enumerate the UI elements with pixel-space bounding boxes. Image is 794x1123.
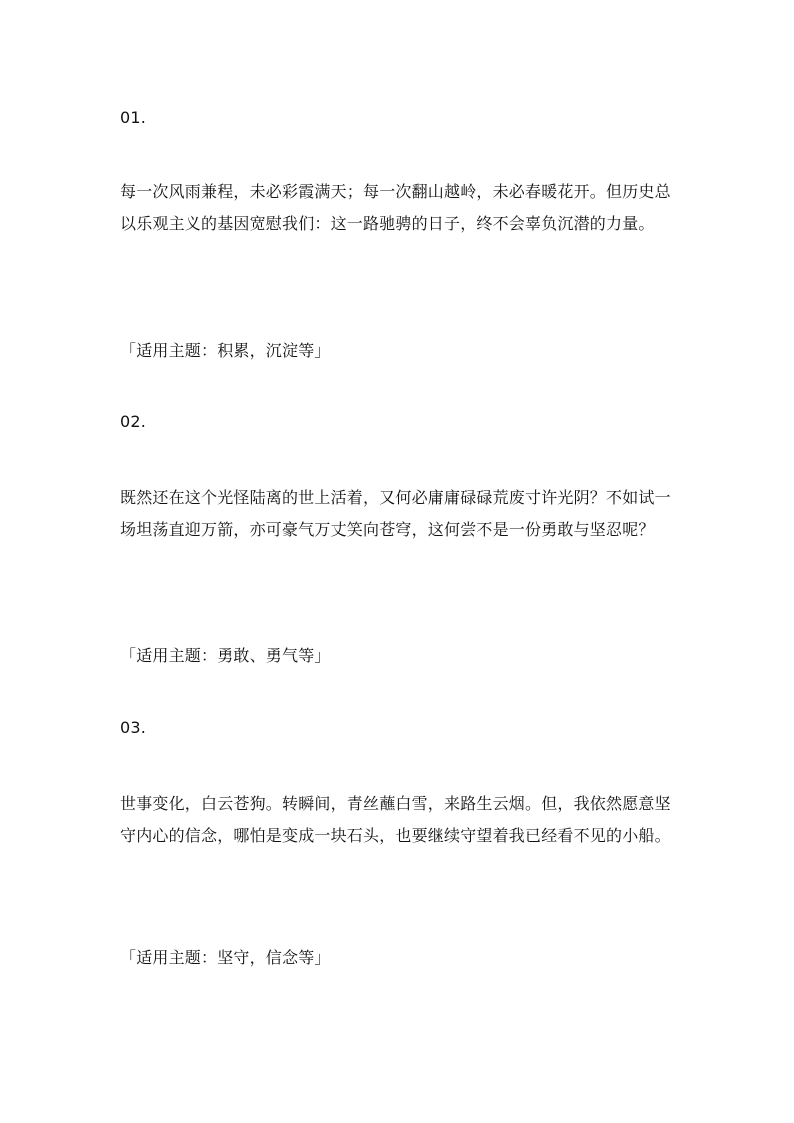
entry-number: 01. bbox=[120, 108, 147, 127]
entry-number: 03. bbox=[120, 718, 147, 737]
entry-number: 02. bbox=[120, 412, 147, 431]
entry-theme: 「适用主题：勇敢、勇气等」 bbox=[120, 646, 331, 665]
entry-paragraph: 世事变化，白云苍狗。转瞬间，青丝蘸白雪，来路生云烟。但，我依然愿意坚守内心的信念，哪怕是变成一块石头，也要继续守望着我已经看不见的小船。 bbox=[120, 794, 671, 845]
entry-theme: 「适用主题：坚守，信念等」 bbox=[120, 948, 331, 967]
entry-paragraph: 既然还在这个光怪陆离的世上活着，又何必庸庸碌碌荒废寸许光阴？不如试一场坦荡直迎万箭，亦可豪气万丈笑向苍穹，这何尝不是一份勇敢与坚忍呢？ bbox=[120, 488, 671, 539]
entry-theme: 「适用主题：积累，沉淀等」 bbox=[120, 341, 331, 360]
entry-paragraph: 每一次风雨兼程，未必彩霞满天；每一次翻山越岭，未必春暖花开。但历史总以乐观主义的基因宽慰我们：这一路驰骋的日子，终不会辜负沉潜的力量。 bbox=[120, 182, 671, 233]
